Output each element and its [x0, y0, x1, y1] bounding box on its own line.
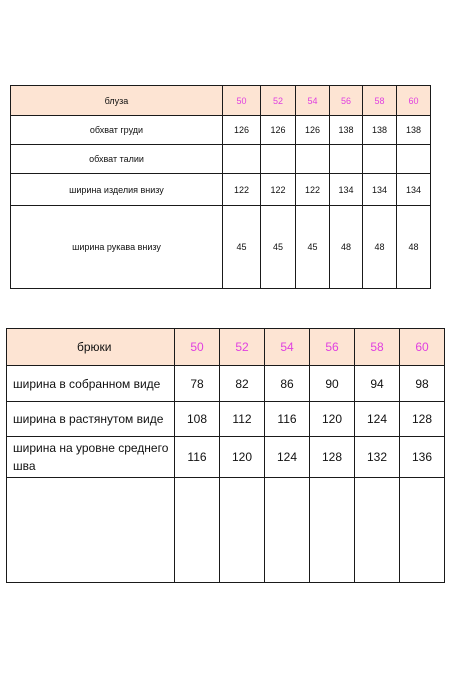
cell: 112: [220, 402, 265, 437]
pants-title: брюки: [7, 329, 175, 366]
cell: 122: [296, 174, 330, 206]
blouse-header-row: [11, 86, 431, 116]
cell: [261, 145, 296, 174]
cell: [363, 145, 397, 174]
cell: 48: [330, 206, 363, 289]
cell: 128: [310, 437, 355, 478]
pants-size-table: [6, 328, 445, 583]
cell: 45: [296, 206, 330, 289]
cell: [355, 478, 400, 583]
table-row: [11, 145, 431, 174]
table-row: [11, 174, 431, 206]
cell: 122: [261, 174, 296, 206]
cell: [265, 478, 310, 583]
size-50: 50: [175, 329, 220, 366]
cell: 126: [296, 116, 330, 145]
size-50: 50: [223, 86, 261, 116]
row-label: обхват груди: [11, 116, 223, 145]
blouse-title: блуза: [11, 86, 223, 116]
cell: 138: [330, 116, 363, 145]
cell: 124: [355, 402, 400, 437]
cell: 48: [363, 206, 397, 289]
cell: [310, 478, 355, 583]
row-label: ширина в собранном виде: [7, 366, 175, 402]
cell: 132: [355, 437, 400, 478]
size-60: 60: [400, 329, 445, 366]
row-label: ширина рукава внизу: [11, 206, 223, 289]
size-52: 52: [261, 86, 296, 116]
cell: 45: [223, 206, 261, 289]
blouse-size-table: [10, 85, 431, 289]
cell: 94: [355, 366, 400, 402]
cell: [223, 145, 261, 174]
cell: 138: [363, 116, 397, 145]
cell: 98: [400, 366, 445, 402]
cell: 120: [310, 402, 355, 437]
table-row: [7, 478, 445, 583]
cell: 108: [175, 402, 220, 437]
cell: 124: [265, 437, 310, 478]
row-label: ширина на уровне среднего шва: [7, 437, 175, 478]
cell: 120: [220, 437, 265, 478]
cell: 126: [223, 116, 261, 145]
cell: [175, 478, 220, 583]
cell: 82: [220, 366, 265, 402]
pants-header-row: [7, 329, 445, 366]
cell: 128: [400, 402, 445, 437]
size-58: 58: [355, 329, 400, 366]
cell: 90: [310, 366, 355, 402]
cell: 126: [261, 116, 296, 145]
cell: [296, 145, 330, 174]
cell: 134: [363, 174, 397, 206]
size-52: 52: [220, 329, 265, 366]
cell: 116: [175, 437, 220, 478]
size-56: 56: [330, 86, 363, 116]
row-label: обхват талии: [11, 145, 223, 174]
cell: 78: [175, 366, 220, 402]
cell: 86: [265, 366, 310, 402]
table-row: [7, 437, 445, 478]
table-row: [11, 206, 431, 289]
cell: [220, 478, 265, 583]
size-54: 54: [296, 86, 330, 116]
cell: 48: [397, 206, 431, 289]
row-label: ширина в растянутом виде: [7, 402, 175, 437]
size-56: 56: [310, 329, 355, 366]
cell: [400, 478, 445, 583]
cell: [397, 145, 431, 174]
cell: 136: [400, 437, 445, 478]
table-row: [11, 116, 431, 145]
cell: 116: [265, 402, 310, 437]
size-60: 60: [397, 86, 431, 116]
size-54: 54: [265, 329, 310, 366]
row-label: ширина изделия внизу: [11, 174, 223, 206]
cell: 134: [397, 174, 431, 206]
size-58: 58: [363, 86, 397, 116]
row-label: [7, 478, 175, 583]
cell: [330, 145, 363, 174]
table-row: [7, 402, 445, 437]
cell: 45: [261, 206, 296, 289]
cell: 134: [330, 174, 363, 206]
cell: 138: [397, 116, 431, 145]
cell: 122: [223, 174, 261, 206]
table-row: [7, 366, 445, 402]
